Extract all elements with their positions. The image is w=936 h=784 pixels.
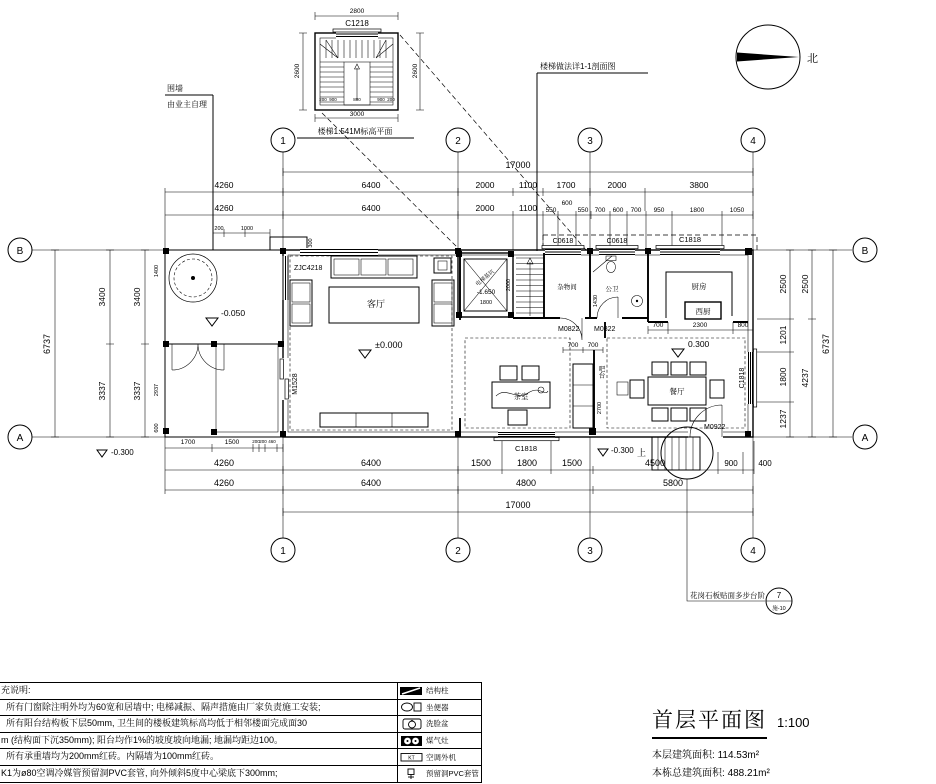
note-line: K1为ø80空调冷媒管预留洞PVC套管, 向外倾斜5度中心梁底下300mm; xyxy=(0,766,398,782)
dim: 6400 xyxy=(360,478,382,488)
legend-label: 坐便器 xyxy=(426,702,449,712)
north-label: 北 xyxy=(807,53,818,65)
grid-col-3-bottom: 3 xyxy=(587,546,593,557)
storage-window xyxy=(542,238,584,256)
dim: 4260 xyxy=(213,478,235,488)
storage-room xyxy=(557,282,577,291)
gas-stove-icon xyxy=(398,735,426,747)
terrace-level: -0.050 xyxy=(221,308,246,318)
tea-window xyxy=(494,431,559,453)
dim: 300 xyxy=(308,238,314,248)
elevator-width: 1800 xyxy=(479,300,493,306)
detail-inner-dim: 900 xyxy=(377,97,385,102)
stair-section-note xyxy=(537,61,648,251)
grid-bubbles xyxy=(8,128,877,562)
dim: 1201 xyxy=(778,325,788,345)
dim: 3400 xyxy=(97,287,107,307)
dim: 4800 xyxy=(515,478,537,488)
bath-window xyxy=(596,238,638,256)
dim: 2000 xyxy=(475,203,495,213)
dim: 700 xyxy=(652,322,664,329)
grid-col-4: 4 xyxy=(750,136,756,147)
dim: 1800 xyxy=(689,207,705,214)
elevator-pit xyxy=(458,253,513,317)
dim: 6400 xyxy=(361,203,381,213)
kitchen-window-label: C1818 xyxy=(678,235,702,244)
storage-door xyxy=(558,318,582,340)
grid-row-B-left: B xyxy=(16,246,24,257)
dim: 3800 xyxy=(689,180,709,190)
dim: 3400 xyxy=(132,287,142,307)
dining-window-label: C1818 xyxy=(739,367,746,389)
elevator-label: 电梯基坑 xyxy=(474,268,496,288)
pvc-sleeve-icon xyxy=(398,768,426,780)
dim: 4500 xyxy=(644,458,666,468)
notes-legend-table xyxy=(0,682,482,783)
kt-text: KT xyxy=(408,755,415,762)
dim: 2000 xyxy=(607,180,627,190)
dim: 400 xyxy=(758,459,772,468)
legend-row xyxy=(398,700,482,716)
living-room xyxy=(290,256,454,427)
dim: 600 xyxy=(612,207,624,214)
tea-window-label: C1818 xyxy=(514,444,538,453)
stair-detail-plan xyxy=(294,8,586,253)
bar-counter xyxy=(573,364,605,428)
notes-title: 充说明: xyxy=(0,683,398,699)
dim: 2300 xyxy=(692,322,708,329)
grid-col-3: 3 xyxy=(587,136,593,147)
dim: 4260 xyxy=(214,180,234,190)
dim: 3337 xyxy=(97,381,107,401)
dim: 3337 xyxy=(132,381,142,401)
living-door xyxy=(280,358,299,400)
dim: 1800 xyxy=(516,458,538,468)
callout-ref: 施-10 xyxy=(772,606,786,612)
tea-room xyxy=(492,366,550,425)
dim: 5800 xyxy=(662,478,684,488)
column-icon xyxy=(398,685,426,697)
elevator-level: -1.650 xyxy=(476,289,496,296)
fence-line2: 由业主自理 xyxy=(167,100,207,109)
dining-window xyxy=(739,349,757,407)
total-area-label: 本栋总建筑面积: xyxy=(652,768,725,779)
dim: 1237 xyxy=(778,409,788,429)
note-line: 所有阳台结构板下层50mm, 卫生间的楼板建筑标高均低于相邻楼面完成面30 xyxy=(0,716,398,732)
dim: 700 xyxy=(567,342,579,349)
dim: 200 xyxy=(214,226,224,232)
storage-window-label: C0618 xyxy=(552,238,574,245)
dim: 4260 xyxy=(214,203,234,213)
grid-col-1-bottom: 1 xyxy=(280,546,286,557)
legend-label: 结构柱 xyxy=(426,686,449,696)
legend-row xyxy=(398,733,482,749)
stair-detail-caption: 楼梯1.541M标高平面 xyxy=(317,127,393,136)
callout-text: 花岗石板贴面多步台阶 xyxy=(690,591,765,600)
dining-level: 0.300 xyxy=(688,339,710,349)
bar-label: 吧台 xyxy=(597,365,605,379)
dim: 550 xyxy=(545,207,557,214)
grid-row-A-right: A xyxy=(861,433,869,444)
detail-inner-dim: 800 xyxy=(353,97,361,102)
dim: 1500 xyxy=(561,458,583,468)
storage-door-label: M0822 xyxy=(558,326,580,333)
grid-col-1: 1 xyxy=(280,136,286,147)
dim: 700 xyxy=(630,207,642,214)
dim: 1500 xyxy=(470,458,492,468)
dim: 2500 xyxy=(778,274,788,294)
west-kitchen-label: 西厨 xyxy=(695,307,711,316)
toilet-icon xyxy=(398,701,426,713)
sheet-title: 首层平面图 xyxy=(652,704,767,739)
dim: 17000 xyxy=(505,500,531,510)
dim: 600 xyxy=(154,423,160,433)
dim: 460 xyxy=(268,439,276,444)
grid-col-2-bottom: 2 xyxy=(455,546,461,557)
kitchen xyxy=(666,272,732,319)
outdoor-left-level: -0.300 xyxy=(111,448,134,457)
stair-section-text: 楼梯做法详1-1剖面图 xyxy=(540,62,616,71)
bath-window-label: C0618 xyxy=(606,238,628,245)
ac-outdoor-unit-icon xyxy=(398,751,426,763)
dim: 1700 xyxy=(556,180,576,190)
room-dashed-boundaries xyxy=(290,256,745,430)
dim: 600 xyxy=(561,200,573,207)
detail-dim-top: 2800 xyxy=(349,8,365,15)
detail-dim-bottom: 3000 xyxy=(349,111,365,118)
living-room-label: 客厅 xyxy=(366,299,386,309)
dim: 550 xyxy=(577,207,589,214)
dim: 1700 xyxy=(180,439,196,446)
bath-label: 公卫 xyxy=(605,286,619,293)
dim: 4237 xyxy=(800,368,810,388)
legend-row xyxy=(398,716,482,732)
dim: 1050 xyxy=(729,207,745,214)
sheet-scale: 1:100 xyxy=(777,715,810,730)
entry-door-label: M0922 xyxy=(704,424,726,431)
dim: 900 xyxy=(724,459,738,468)
total-area-value: 488.21m² xyxy=(727,768,770,779)
grid-row-B-right: B xyxy=(861,246,869,257)
dim: 1100 xyxy=(518,180,538,190)
north-arrow xyxy=(736,25,818,89)
dim: 6400 xyxy=(361,180,381,190)
dim: 4260 xyxy=(213,458,235,468)
floor-area-value: 114.53m² xyxy=(717,750,760,761)
floor-area-label: 本层建筑面积: xyxy=(652,750,715,761)
kitchen-window xyxy=(656,235,724,256)
tea-room-label: 茶室 xyxy=(513,392,529,401)
dim: 6737 xyxy=(821,333,831,355)
washbasin-icon xyxy=(398,718,426,730)
dim: 2700 xyxy=(597,401,603,415)
legend-label: 煤气灶 xyxy=(426,736,449,746)
detail-dim-right: 2600 xyxy=(412,63,419,79)
title-block xyxy=(652,704,932,779)
detail-inner-dim: 200 xyxy=(319,97,327,102)
note-line: 所有承重墙均为200mm红砖。内隔墙为100mm红砖。 xyxy=(0,749,398,765)
entry-level: -0.300 xyxy=(611,446,634,455)
sheet-footer xyxy=(0,682,936,784)
corner-window-label: ZJC4218 xyxy=(294,265,323,272)
grid-col-2: 2 xyxy=(455,136,461,147)
dim: 950 xyxy=(653,207,665,214)
dim: 200 xyxy=(252,439,260,444)
up-label: 上 xyxy=(637,448,647,458)
grid-col-4-bottom: 4 xyxy=(750,546,756,557)
detail-dim-left: 2600 xyxy=(294,63,301,79)
terrace xyxy=(165,250,283,437)
note-line: m (结构面下沉350mm); 阳台均作1%的坡度坡向地漏; 地漏均距边100。 xyxy=(0,733,398,749)
living-level: ±0.000 xyxy=(375,340,403,350)
legend-label: 洗脸盆 xyxy=(426,719,449,729)
steps-callout xyxy=(687,479,792,614)
dim: 700 xyxy=(587,342,599,349)
legend-row xyxy=(398,749,482,765)
detail-inner-dim: 200 xyxy=(387,97,395,102)
dim: 2500 xyxy=(800,274,810,294)
level-marker xyxy=(206,318,218,326)
outdoor-level-left xyxy=(97,448,134,457)
dim: 2000 xyxy=(475,180,495,190)
openings xyxy=(280,235,757,453)
dim: 1000 xyxy=(240,226,254,232)
dim: 800 xyxy=(737,322,749,329)
dining-room xyxy=(617,339,724,421)
tree-icon xyxy=(169,254,217,302)
storage-label: 杂物间 xyxy=(557,284,577,291)
dim: 2937 xyxy=(154,383,160,397)
fence-note xyxy=(165,83,213,250)
dim: 1100 xyxy=(518,203,538,213)
detail-inner-dim: 900 xyxy=(329,97,337,102)
dim: 17000 xyxy=(505,160,531,170)
legend-row xyxy=(398,683,482,699)
legend-row xyxy=(398,766,482,782)
grid-row-A-left: A xyxy=(16,433,24,444)
dim: 1800 xyxy=(778,367,788,387)
detail-window-label: C1218 xyxy=(345,19,369,28)
dim: 6737 xyxy=(42,333,52,355)
dim: 200 xyxy=(259,439,267,444)
fence-line1: 围墙 xyxy=(167,84,183,93)
bath-door-label: M0822 xyxy=(594,326,616,333)
dim: 700 xyxy=(594,207,606,214)
living-door-label: M1528 xyxy=(292,373,299,395)
legend-label: 预留洞PVC套管 xyxy=(426,769,479,779)
elevator-depth: 2000 xyxy=(506,278,512,292)
dining-room-label: 餐厅 xyxy=(669,387,685,396)
callout-number: 7 xyxy=(776,591,782,600)
note-line: 所有门窗除注明外均为60宽和居墙中; 电梯减振、隔声措施由厂家负责施工安装; xyxy=(0,700,398,716)
dim: 6400 xyxy=(360,458,382,468)
dim: 1400 xyxy=(154,264,160,278)
legend-label: 空调外机 xyxy=(426,752,456,762)
dim: 1500 xyxy=(224,439,240,446)
kitchen-label: 厨房 xyxy=(691,282,707,291)
stair-plan xyxy=(516,258,544,316)
dim: 1430 xyxy=(593,294,599,308)
